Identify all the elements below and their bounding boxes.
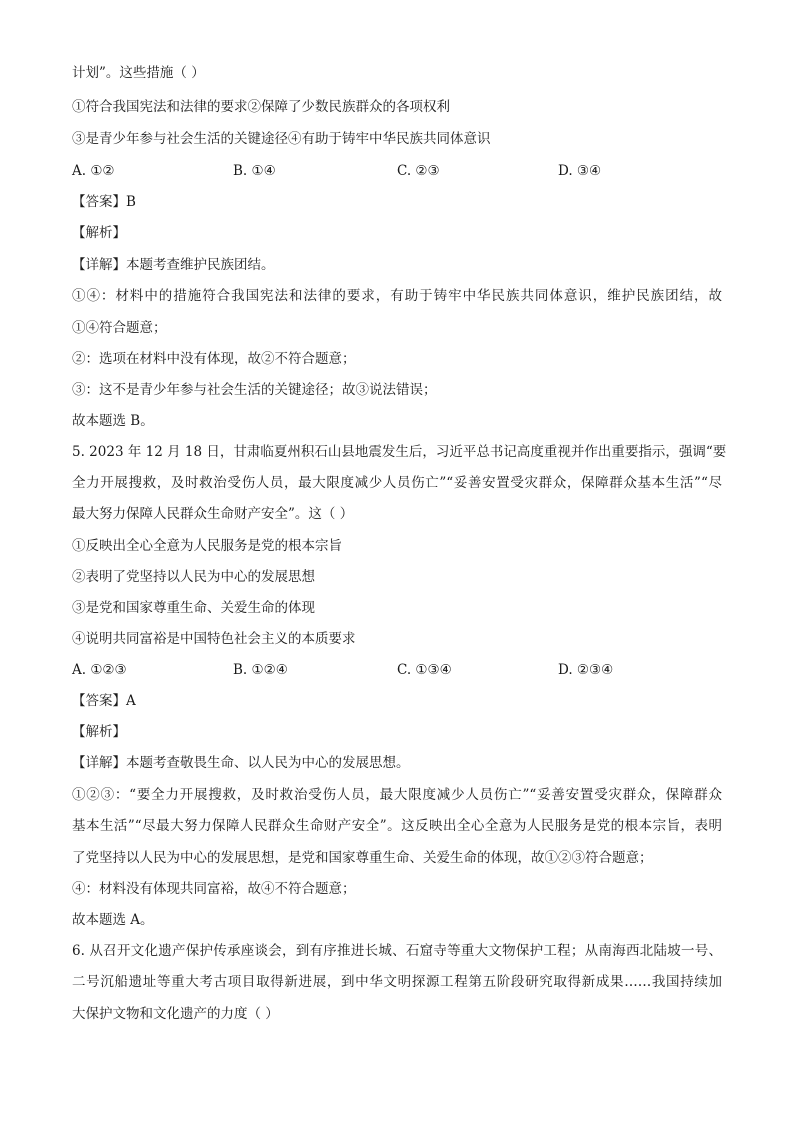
q4-explain-line: ②：选项在材料中没有体现，故②不符合题意；	[72, 351, 356, 367]
q4-detail: 【详解】本题考查维护民族团结。	[72, 257, 275, 273]
q6-stem-line: 6. 从召开文化遗产保护传承座谈会，到有序推进长城、石窟寺等重大文物保护工程；从南海西北陆坡一号、	[72, 943, 722, 959]
q5-statement: ②表明了党坚持以人民为中心的发展思想	[72, 569, 315, 585]
q4-explain-line: 故本题选 B。	[72, 413, 154, 429]
q6-stem-line: 大保护文物和文化遗产的力度（ ）	[72, 1006, 279, 1022]
q5-statement: ③是党和国家尊重生命、关爱生命的体现	[72, 600, 315, 616]
q5-explain-line: ①②③：“要全力开展搜救，及时救治受伤人员，最大限度减少人员伤亡”“妥善安置受灾群众，保障群众	[72, 787, 722, 803]
q4-explain-line: ③：这不是青少年参与社会生活的关键途径；故③说法错误；	[72, 382, 437, 398]
q4-option-c: C. ②③	[397, 163, 440, 179]
q4-stem-tail: 计划”。这些措施（ ）	[72, 65, 205, 81]
q4-option-a: A. ①②	[72, 163, 115, 179]
q5-statement: ①反映出全心全意为人民服务是党的根本宗旨	[72, 538, 342, 554]
q4-statement: ③是青少年参与社会生活的关键途径④有助于铸牢中华民族共同体意识	[72, 131, 491, 147]
q4-explain-line: ①④：材料中的措施符合我国宪法和法律的要求，有助于铸牢中华民族共同体意识，维护民族团结，故	[72, 288, 722, 304]
q4-explain-line: ①④符合题意；	[72, 320, 167, 336]
q5-option-c: C. ①③④	[397, 662, 452, 678]
q5-option-d: D. ②③④	[558, 662, 614, 678]
q5-explain-line: 故本题选 A。	[72, 912, 154, 928]
q5-explain-line: 基本生活”“尽最大努力保障人民群众生命财产安全”。这反映出全心全意为人民服务是党的根本宗旨，表明	[72, 818, 722, 834]
q5-option-a: A. ①②③	[72, 662, 127, 678]
q5-statement: ④说明共同富裕是中国特色社会主义的本质要求	[72, 631, 356, 647]
q5-stem-line: 5. 2023 年 12 月 18 日，甘肃临夏州积石山县地震发生后，习近平总书记高度重视并作出重要指示，强调“要	[72, 444, 727, 460]
q4-statement: ①符合我国宪法和法律的要求②保障了少数民族群众的各项权利	[72, 99, 450, 115]
q4-option-b: B. ①④	[233, 163, 276, 179]
q5-detail: 【详解】本题考查敬畏生命、以人民为中心的发展思想。	[72, 755, 410, 771]
q5-analysis-label: 【解析】	[72, 724, 126, 740]
q5-explain-line: ④：材料没有体现共同富裕，故④不符合题意；	[72, 881, 356, 897]
q5-explain-line: 了党坚持以人民为中心的发展思想，是党和国家尊重生命、关爱生命的体现，故①②③符合题意；	[72, 850, 653, 866]
q4-answer: 【答案】B	[72, 194, 136, 210]
q5-option-b: B. ①②④	[233, 662, 288, 678]
q5-stem-line: 全力开展搜救，及时救治受伤人员，最大限度减少人员伤亡”“妥善安置受灾群众，保障群众基本生活”“尽	[72, 475, 722, 491]
q6-stem-line: 二号沉船遗址等重大考古项目取得新进展，到中华文明探源工程第五阶段研究取得新成果……我国持续加	[72, 974, 722, 990]
q4-analysis-label: 【解析】	[72, 225, 126, 241]
q5-stem-line: 最大努力保障人民群众生命财产安全”。这（ ）	[72, 506, 354, 522]
q4-option-d: D. ③④	[558, 163, 602, 179]
q5-answer: 【答案】A	[72, 693, 136, 709]
